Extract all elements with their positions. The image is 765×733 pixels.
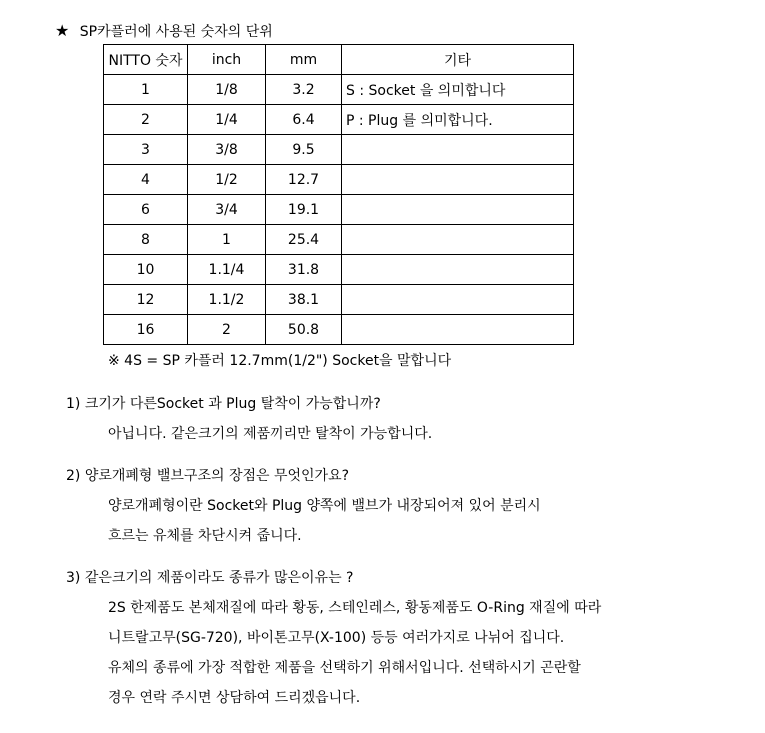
table-cell: 3/4 [188,195,266,225]
table-cell: 25.4 [266,225,342,255]
section-heading [55,21,273,42]
table-cell: 6.4 [266,105,342,135]
table-cell: 3.2 [266,75,342,105]
faq-answer-line: 니트랄고무(SG-720), 바이톤고무(X-100) 등등 여러가지로 나뉘어 집니다. [108,630,565,646]
table-cell: 1/8 [188,75,266,105]
table-cell: 12 [104,285,188,315]
table-row [104,195,574,225]
table-row [104,285,574,315]
heading-text: SP카플러에 사용된 숫자의 단위 [79,24,273,40]
faq-question-3: 3) 같은크기의 제품이라도 종류가 많은이유는 ? [66,570,354,586]
table-cell: 1 [188,225,266,255]
table-row [104,165,574,195]
table-cell [342,195,574,225]
faq-answer-line: 아닙니다. 같은크기의 제품끼리만 탈착이 가능합니다. [108,426,433,442]
table-cell: 2 [104,105,188,135]
table-row [104,105,574,135]
table-cell: 3/8 [188,135,266,165]
faq-answer-line: 경우 연락 주시면 상담하여 드리겠읍니다. [108,690,361,706]
table-cell [342,165,574,195]
table-cell: 10 [104,255,188,285]
spec-table [103,44,574,345]
footnote: ※ 4S = SP 카플러 12.7mm(1/2") Socket을 말합니다 [108,353,452,369]
table-cell: 38.1 [266,285,342,315]
faq-answer-line: 흐르는 유체를 차단시켜 줍니다. [108,528,302,544]
table-cell: 3 [104,135,188,165]
table-cell: 9.5 [266,135,342,165]
faq-answer-line: 유체의 종류에 가장 적합한 제품을 선택하기 위해서입니다. 선택하시기 곤란할 [108,660,581,676]
table-row [104,315,574,345]
column-header: NITTO 숫자 [104,45,188,75]
table-row [104,255,574,285]
table-header-row [104,45,574,75]
table-cell: 2 [188,315,266,345]
table-cell: 31.8 [266,255,342,285]
column-header: 기타 [342,45,574,75]
table-cell [342,135,574,165]
table-cell: 12.7 [266,165,342,195]
table-cell [342,225,574,255]
table-cell: 6 [104,195,188,225]
table-cell: 8 [104,225,188,255]
table-cell: 1/2 [188,165,266,195]
table-row [104,225,574,255]
table-cell: 1/4 [188,105,266,135]
faq-answer-line: 양로개폐형이란 Socket와 Plug 양쪽에 밸브가 내장되어져 있어 분리시 [108,498,541,514]
table-cell: 1.1/2 [188,285,266,315]
table-cell: S : Socket 을 의미합니다 [342,75,574,105]
black-star-icon: ★ [55,21,70,40]
faq-answer-line: 2S 한제품도 본체재질에 따라 황동, 스테인레스, 황동제품도 O-Ring 재질에 따라 [108,600,602,616]
table-cell: 19.1 [266,195,342,225]
faq-question-2: 2) 양로개폐형 밸브구조의 장점은 무엇인가요? [66,468,350,484]
table-cell: 1.1/4 [188,255,266,285]
column-header: mm [266,45,342,75]
table-cell [342,255,574,285]
table-cell [342,315,574,345]
table-cell: P : Plug 를 의미합니다. [342,105,574,135]
table-cell [342,285,574,315]
faq-question-1: 1) 크기가 다른Socket 과 Plug 탈착이 가능합니까? [66,396,381,412]
table-row [104,135,574,165]
table-cell: 50.8 [266,315,342,345]
table-cell: 4 [104,165,188,195]
table-row [104,75,574,105]
column-header: inch [188,45,266,75]
table-cell: 16 [104,315,188,345]
table-cell: 1 [104,75,188,105]
